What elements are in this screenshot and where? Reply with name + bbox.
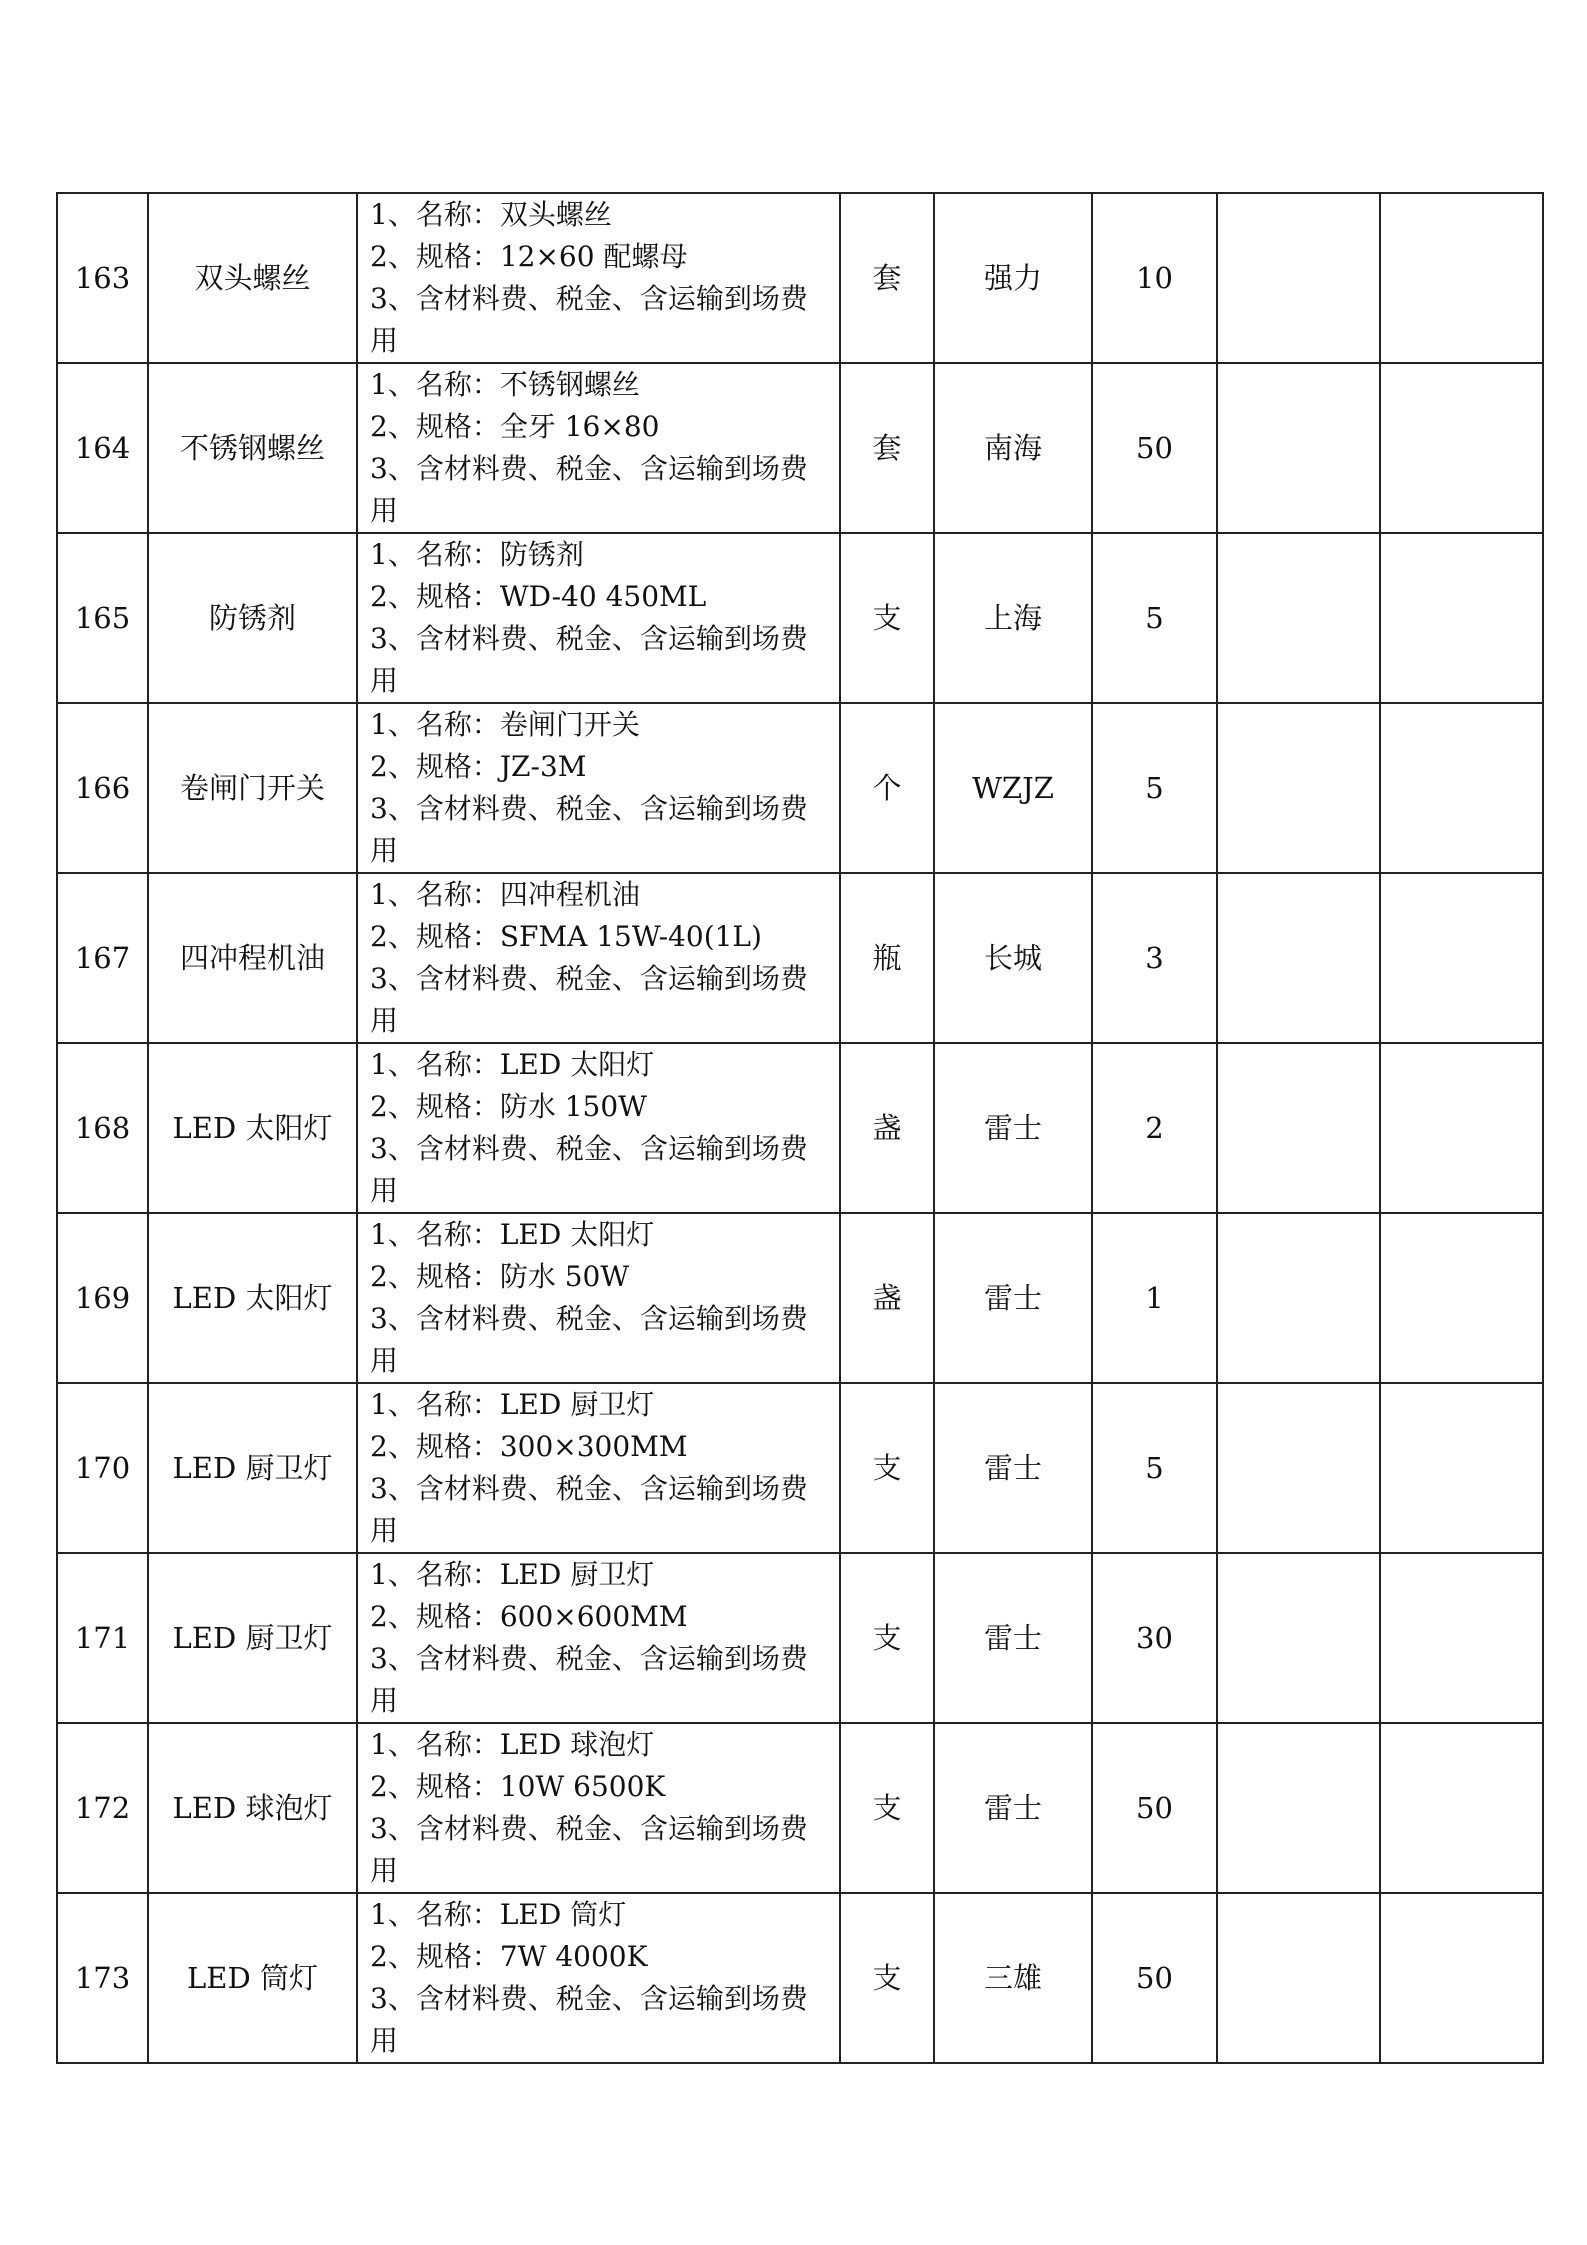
price-cell xyxy=(1217,1213,1380,1383)
desc-name-value: LED 厨卫灯 xyxy=(499,1558,655,1591)
description-line xyxy=(370,1256,833,1298)
desc-spec-value: JZ-3M xyxy=(499,750,587,783)
desc-spec-value: 10W 6500K xyxy=(499,1770,666,1803)
description-line xyxy=(370,236,833,278)
description-line xyxy=(370,874,833,916)
desc-name-value: 不锈钢螺丝 xyxy=(499,368,640,401)
table-row xyxy=(57,873,1543,1043)
item-name-cell: 双头螺丝 xyxy=(148,193,357,363)
description-line xyxy=(370,958,833,1042)
materials-table xyxy=(56,192,1544,2064)
desc-spec-label: 2、规格： xyxy=(370,1260,500,1293)
price-cell xyxy=(1217,533,1380,703)
table-row xyxy=(57,1213,1543,1383)
desc-note: 3、含材料费、税金、含运输到场费用 xyxy=(370,962,808,1037)
description-line xyxy=(370,194,833,236)
price-cell xyxy=(1217,1723,1380,1893)
brand-cell: 雷士 xyxy=(934,1723,1092,1893)
description-line xyxy=(370,448,833,532)
item-name-cell: LED 球泡灯 xyxy=(148,1723,357,1893)
row-number-cell: 173 xyxy=(57,1893,148,2063)
description-line xyxy=(370,1596,833,1638)
price-cell xyxy=(1217,873,1380,1043)
remark-cell xyxy=(1380,1383,1543,1553)
description-line xyxy=(370,576,833,618)
item-name-cell: LED 筒灯 xyxy=(148,1893,357,2063)
quantity-cell: 3 xyxy=(1092,873,1217,1043)
desc-name-value: 双头螺丝 xyxy=(499,198,612,231)
desc-name-value: LED 筒灯 xyxy=(499,1898,627,1931)
table-row xyxy=(57,1553,1543,1723)
desc-name-label: 1、名称： xyxy=(370,1218,500,1251)
desc-spec-label: 2、规格： xyxy=(370,240,500,273)
desc-name-label: 1、名称： xyxy=(370,198,500,231)
description-cell xyxy=(357,1043,840,1213)
description-line xyxy=(370,1298,833,1382)
desc-name-value: 卷闸门开关 xyxy=(499,708,640,741)
table-row xyxy=(57,1383,1543,1553)
table-row xyxy=(57,703,1543,873)
unit-cell: 盏 xyxy=(840,1043,934,1213)
desc-name-value: LED 太阳灯 xyxy=(499,1218,655,1251)
desc-spec-value: 300×300MM xyxy=(499,1430,688,1463)
desc-name-label: 1、名称： xyxy=(370,1388,500,1421)
remark-cell xyxy=(1380,873,1543,1043)
row-number-cell: 166 xyxy=(57,703,148,873)
price-cell xyxy=(1217,703,1380,873)
row-number-cell: 171 xyxy=(57,1553,148,1723)
row-number-cell: 167 xyxy=(57,873,148,1043)
unit-cell: 套 xyxy=(840,193,934,363)
desc-name-value: LED 球泡灯 xyxy=(499,1728,655,1761)
desc-spec-value: SFMA 15W-40(1L) xyxy=(499,920,762,953)
remark-cell xyxy=(1380,1043,1543,1213)
price-cell xyxy=(1217,1893,1380,2063)
description-cell xyxy=(357,363,840,533)
description-line xyxy=(370,704,833,746)
row-number-cell: 172 xyxy=(57,1723,148,1893)
description-line xyxy=(370,788,833,872)
row-number-cell: 163 xyxy=(57,193,148,363)
unit-cell: 支 xyxy=(840,1893,934,2063)
desc-name-label: 1、名称： xyxy=(370,1898,500,1931)
description-line xyxy=(370,1766,833,1808)
brand-cell: 雷士 xyxy=(934,1043,1092,1213)
desc-spec-label: 2、规格： xyxy=(370,920,500,953)
desc-name-value: LED 厨卫灯 xyxy=(499,1388,655,1421)
row-number-cell: 170 xyxy=(57,1383,148,1553)
desc-spec-value: 7W 4000K xyxy=(499,1940,648,1973)
desc-spec-value: 600×600MM xyxy=(499,1600,688,1633)
unit-cell: 支 xyxy=(840,1383,934,1553)
table-row xyxy=(57,1723,1543,1893)
item-name-cell: 不锈钢螺丝 xyxy=(148,363,357,533)
description-line xyxy=(370,1936,833,1978)
desc-note: 3、含材料费、税金、含运输到场费用 xyxy=(370,1472,808,1547)
description-cell xyxy=(357,1723,840,1893)
quantity-cell: 5 xyxy=(1092,703,1217,873)
description-line xyxy=(370,618,833,702)
brand-cell: 雷士 xyxy=(934,1553,1092,1723)
desc-name-label: 1、名称： xyxy=(370,1048,500,1081)
description-cell xyxy=(357,1213,840,1383)
brand-cell: 三雄 xyxy=(934,1893,1092,2063)
remark-cell xyxy=(1380,533,1543,703)
row-number-cell: 168 xyxy=(57,1043,148,1213)
brand-cell: 强力 xyxy=(934,193,1092,363)
quantity-cell: 30 xyxy=(1092,1553,1217,1723)
desc-spec-label: 2、规格： xyxy=(370,580,500,613)
description-cell xyxy=(357,1553,840,1723)
unit-cell: 支 xyxy=(840,1723,934,1893)
table-row xyxy=(57,1893,1543,2063)
desc-spec-value: 12×60 配螺母 xyxy=(499,240,688,273)
brand-cell: 南海 xyxy=(934,363,1092,533)
remark-cell xyxy=(1380,363,1543,533)
item-name-cell: 防锈剂 xyxy=(148,533,357,703)
price-cell xyxy=(1217,193,1380,363)
desc-name-label: 1、名称： xyxy=(370,538,500,571)
description-line xyxy=(370,364,833,406)
description-line xyxy=(370,1086,833,1128)
desc-spec-label: 2、规格： xyxy=(370,1430,500,1463)
desc-name-value: LED 太阳灯 xyxy=(499,1048,655,1081)
desc-spec-value: 防水 150W xyxy=(499,1090,647,1123)
unit-cell: 盏 xyxy=(840,1213,934,1383)
desc-name-value: 防锈剂 xyxy=(499,538,584,571)
unit-cell: 套 xyxy=(840,363,934,533)
desc-note: 3、含材料费、税金、含运输到场费用 xyxy=(370,792,808,867)
quantity-cell: 50 xyxy=(1092,363,1217,533)
desc-name-label: 1、名称： xyxy=(370,708,500,741)
row-number-cell: 169 xyxy=(57,1213,148,1383)
table-row xyxy=(57,193,1543,363)
item-name-cell: LED 厨卫灯 xyxy=(148,1553,357,1723)
description-line xyxy=(370,1426,833,1468)
description-cell xyxy=(357,873,840,1043)
description-line xyxy=(370,1468,833,1552)
item-name-cell: LED 太阳灯 xyxy=(148,1043,357,1213)
price-cell xyxy=(1217,1383,1380,1553)
brand-cell: 上海 xyxy=(934,533,1092,703)
desc-spec-label: 2、规格： xyxy=(370,1770,500,1803)
description-cell xyxy=(357,533,840,703)
desc-note: 3、含材料费、税金、含运输到场费用 xyxy=(370,452,808,527)
desc-spec-label: 2、规格： xyxy=(370,410,500,443)
remark-cell xyxy=(1380,1723,1543,1893)
item-name-cell: LED 太阳灯 xyxy=(148,1213,357,1383)
unit-cell: 个 xyxy=(840,703,934,873)
row-number-cell: 165 xyxy=(57,533,148,703)
desc-name-label: 1、名称： xyxy=(370,878,500,911)
remark-cell xyxy=(1380,1553,1543,1723)
item-name-cell: 卷闸门开关 xyxy=(148,703,357,873)
desc-name-label: 1、名称： xyxy=(370,1728,500,1761)
table-row xyxy=(57,1043,1543,1213)
price-cell xyxy=(1217,1553,1380,1723)
description-line xyxy=(370,1638,833,1722)
description-line xyxy=(370,1128,833,1212)
desc-spec-label: 2、规格： xyxy=(370,1090,500,1123)
desc-note: 3、含材料费、税金、含运输到场费用 xyxy=(370,1812,808,1887)
desc-note: 3、含材料费、税金、含运输到场费用 xyxy=(370,622,808,697)
quantity-cell: 10 xyxy=(1092,193,1217,363)
description-cell xyxy=(357,193,840,363)
item-name-cell: 四冲程机油 xyxy=(148,873,357,1043)
description-line xyxy=(370,746,833,788)
remark-cell xyxy=(1380,1213,1543,1383)
unit-cell: 支 xyxy=(840,1553,934,1723)
unit-cell: 支 xyxy=(840,533,934,703)
description-line xyxy=(370,278,833,362)
remark-cell xyxy=(1380,1893,1543,2063)
description-line xyxy=(370,1554,833,1596)
desc-note: 3、含材料费、税金、含运输到场费用 xyxy=(370,1302,808,1377)
description-line xyxy=(370,534,833,576)
brand-cell: 雷士 xyxy=(934,1213,1092,1383)
quantity-cell: 5 xyxy=(1092,1383,1217,1553)
remark-cell xyxy=(1380,703,1543,873)
desc-spec-value: 防水 50W xyxy=(499,1260,630,1293)
desc-note: 3、含材料费、税金、含运输到场费用 xyxy=(370,1642,808,1717)
desc-spec-label: 2、规格： xyxy=(370,750,500,783)
price-cell xyxy=(1217,363,1380,533)
description-line xyxy=(370,1214,833,1256)
quantity-cell: 5 xyxy=(1092,533,1217,703)
quantity-cell: 1 xyxy=(1092,1213,1217,1383)
quantity-cell: 50 xyxy=(1092,1723,1217,1893)
item-name-cell: LED 厨卫灯 xyxy=(148,1383,357,1553)
description-line xyxy=(370,1384,833,1426)
remark-cell xyxy=(1380,193,1543,363)
desc-name-value: 四冲程机油 xyxy=(499,878,640,911)
table-row xyxy=(57,363,1543,533)
desc-note: 3、含材料费、税金、含运输到场费用 xyxy=(370,1132,808,1207)
description-line xyxy=(370,406,833,448)
description-cell xyxy=(357,1383,840,1553)
row-number-cell: 164 xyxy=(57,363,148,533)
desc-name-label: 1、名称： xyxy=(370,1558,500,1591)
brand-cell: 长城 xyxy=(934,873,1092,1043)
description-line xyxy=(370,1978,833,2062)
desc-spec-label: 2、规格： xyxy=(370,1940,500,1973)
brand-cell: WZJZ xyxy=(934,703,1092,873)
quantity-cell: 50 xyxy=(1092,1893,1217,2063)
table-body xyxy=(57,193,1543,2063)
description-line xyxy=(370,1808,833,1892)
description-line xyxy=(370,1044,833,1086)
description-line xyxy=(370,1894,833,1936)
desc-name-label: 1、名称： xyxy=(370,368,500,401)
description-cell xyxy=(357,703,840,873)
desc-spec-value: 全牙 16×80 xyxy=(499,410,660,443)
desc-spec-value: WD-40 450ML xyxy=(499,580,707,613)
description-line xyxy=(370,1724,833,1766)
desc-note: 3、含材料费、税金、含运输到场费用 xyxy=(370,282,808,357)
quantity-cell: 2 xyxy=(1092,1043,1217,1213)
unit-cell: 瓶 xyxy=(840,873,934,1043)
table-row xyxy=(57,533,1543,703)
description-cell xyxy=(357,1893,840,2063)
desc-note: 3、含材料费、税金、含运输到场费用 xyxy=(370,1982,808,2057)
brand-cell: 雷士 xyxy=(934,1383,1092,1553)
document-page xyxy=(56,192,1542,2064)
desc-spec-label: 2、规格： xyxy=(370,1600,500,1633)
description-line xyxy=(370,916,833,958)
price-cell xyxy=(1217,1043,1380,1213)
